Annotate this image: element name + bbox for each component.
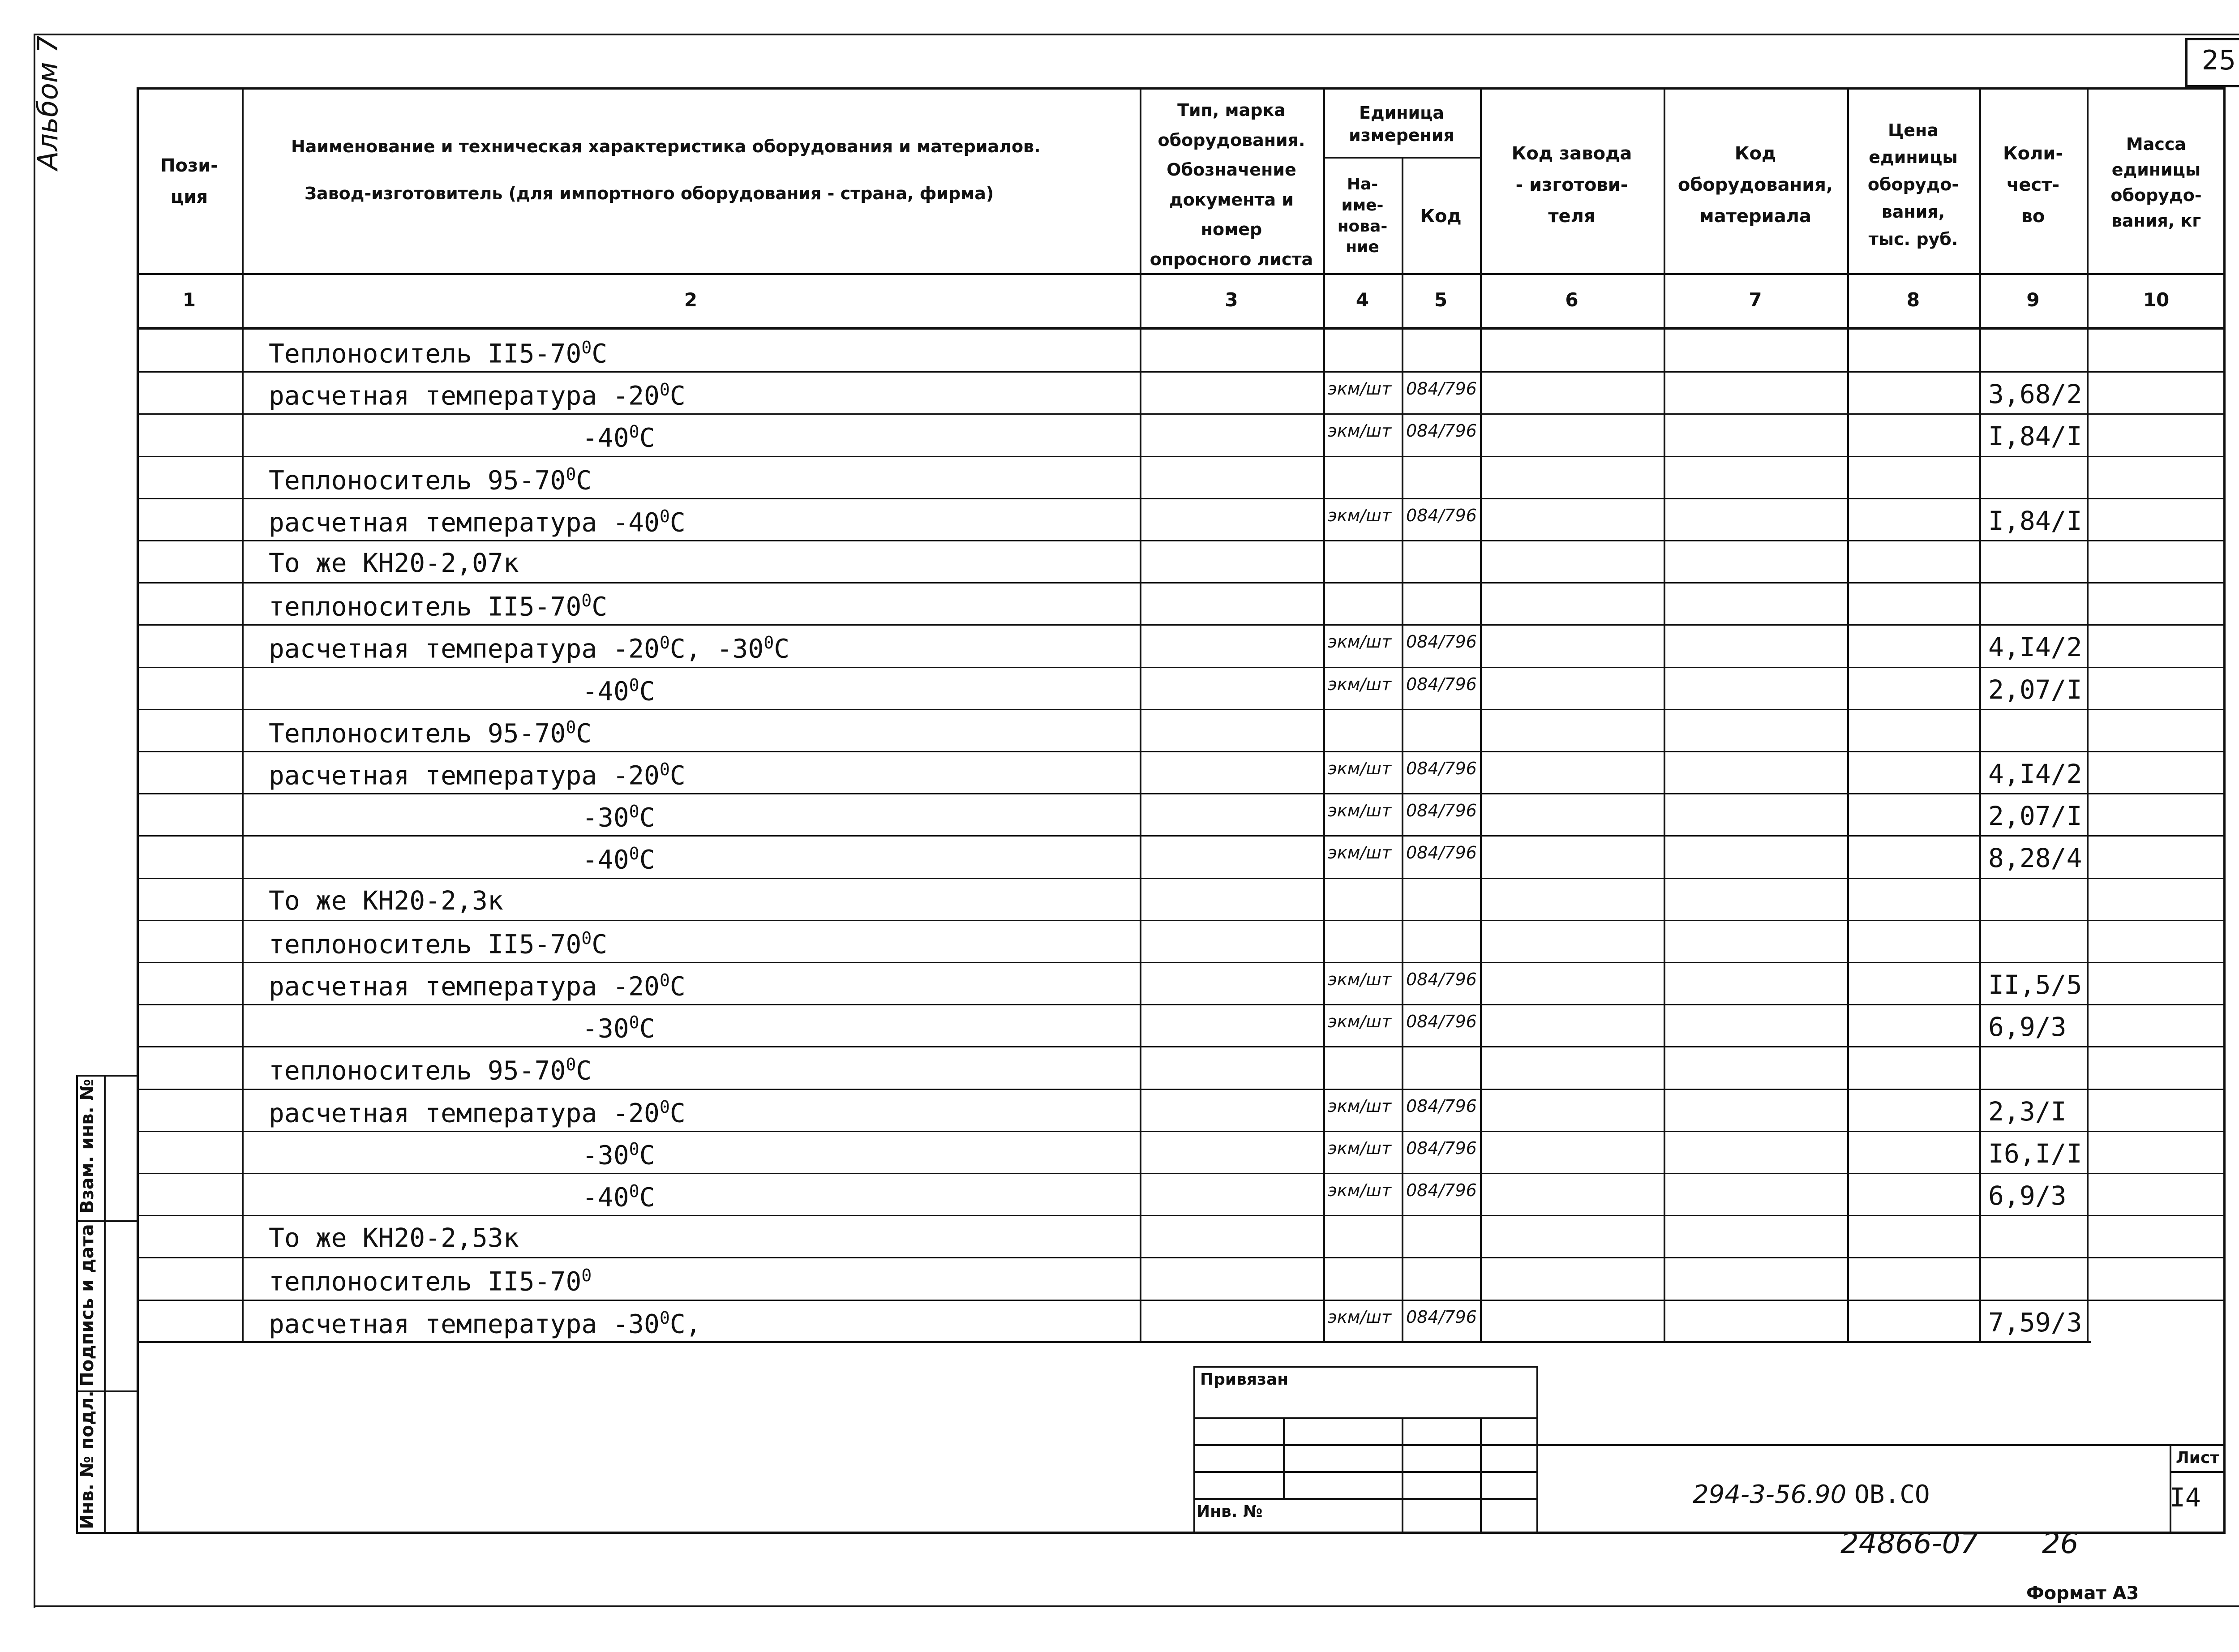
units-subheader-line	[1323, 157, 1480, 159]
row-line	[137, 498, 2226, 499]
column-line	[1323, 87, 1325, 1341]
unit-name: экм/шт	[1328, 505, 1392, 525]
row-description: расчетная температура $-20^0C$	[269, 970, 686, 1002]
unit-name: экм/шт	[1328, 632, 1392, 652]
tb-v2	[1402, 1417, 1403, 1534]
column-number: 2	[684, 289, 698, 311]
column-line	[2087, 87, 2089, 1341]
row-description: $-30^0C$	[582, 1013, 655, 1044]
row-line	[137, 667, 2226, 668]
header-col9: Коли-чест-во	[2003, 143, 2063, 227]
row-line	[137, 709, 2226, 710]
header-col8: Цена единицы оборудо-вания, тыс. руб.	[1867, 120, 1959, 249]
quantity: II,5/5	[1988, 970, 2082, 1000]
header-col2	[242, 90, 1137, 273]
tb-line1	[1193, 1417, 1538, 1419]
tb-doc-code-print: ОВ.СО	[1854, 1480, 1930, 1509]
unit-code: 084/796	[1406, 1012, 1477, 1032]
row-line	[137, 1257, 2226, 1258]
header-col5: Код	[1420, 206, 1462, 227]
column-number: 6	[1565, 289, 1578, 311]
row-description: теплоноситель $95-70^0C$	[269, 1055, 592, 1086]
column-number: 9	[2026, 289, 2040, 311]
unit-name: экм/шт	[1328, 1180, 1392, 1200]
row-description: расчетная температура $-20^0C$	[269, 1097, 686, 1128]
header-col7: Код оборудования, материала	[1677, 143, 1833, 227]
unit-code: 084/796	[1406, 801, 1477, 821]
row-description: Теплоноситель $II5-70^0C$	[269, 338, 608, 369]
column-number: 7	[1749, 289, 1762, 311]
album-label: Альбом 7	[31, 35, 64, 170]
column-number: 1	[182, 289, 196, 311]
unit-code: 084/796	[1406, 379, 1477, 399]
row-description: То же КН20-2,07к	[269, 548, 519, 578]
column-number: 4	[1355, 289, 1369, 311]
header-col10: Масса единицы оборудо-вания, кг	[2110, 134, 2202, 231]
row-description: То же КН20-2,53к	[269, 1223, 519, 1253]
row-line	[137, 1004, 2226, 1005]
tb-sheet-div	[2170, 1471, 2226, 1473]
row-description: То же КН20-2,3к	[269, 885, 503, 916]
header-col4: На-име-нова-ние	[1337, 175, 1388, 257]
unit-name: экм/шт	[1328, 843, 1392, 863]
unit-code: 084/796	[1406, 1180, 1477, 1200]
header-col3: Тип, марка оборудования. Обозначение документа и номер опросного листа	[1150, 100, 1313, 269]
unit-name: экм/шт	[1328, 674, 1392, 694]
header-col1: Пози- ция	[160, 155, 218, 207]
quantity: 6,9/3	[1988, 1180, 2067, 1211]
column-line	[242, 87, 244, 1341]
row-line	[137, 1173, 2226, 1174]
header-col2-line2: Завод-изготовитель (для импортного оборудования - страна, фирма)	[305, 184, 994, 203]
row-line	[137, 920, 2226, 921]
stamp-strip-top	[76, 1075, 137, 1077]
tb-sheet-label: Лист	[2175, 1449, 2220, 1467]
row-line	[137, 751, 2226, 752]
quantity: 4,I4/2	[1988, 632, 2082, 663]
row-line	[137, 540, 2226, 541]
row-description: теплоноситель $II5-70^0$	[269, 1266, 592, 1297]
header-col2-line1: Наименование и техническая характеристика оборудования и материалов.	[291, 137, 1041, 156]
column-number: 3	[1225, 289, 1238, 311]
row-line	[137, 624, 2226, 626]
row-description: $-40^0C$	[582, 844, 655, 875]
row-description: расчетная температура $-40^0C$	[269, 506, 686, 538]
row-description: $-30^0C$	[582, 1139, 655, 1171]
row-description: расчетная температура $-20^0C$	[269, 380, 686, 411]
quantity: I,84/I	[1988, 505, 2082, 536]
stamp-strip-bottom	[76, 1532, 137, 1534]
unit-name: экм/шт	[1328, 421, 1392, 441]
quantity: 6,9/3	[1988, 1012, 2067, 1043]
row-line	[137, 1089, 2226, 1090]
unit-name: экм/шт	[1328, 1096, 1392, 1116]
row-description: $-40^0C$	[582, 675, 655, 706]
column-line	[1140, 87, 1141, 1341]
unit-code: 084/796	[1406, 632, 1477, 652]
column-line	[1979, 87, 1981, 1341]
column-number: 5	[1434, 289, 1448, 311]
row-line	[137, 456, 2226, 457]
header-col6: Код завода - изготови-теля	[1511, 143, 1632, 227]
tb-inv-no: Инв. №	[1197, 1502, 1263, 1521]
stamp-podpis-data: Подпись и дата	[77, 1224, 98, 1387]
unit-code: 084/796	[1406, 421, 1477, 441]
row-line	[137, 413, 2226, 415]
row-line	[137, 371, 2226, 373]
tb-privyazan: Привязан	[1200, 1370, 1289, 1389]
unit-name: экм/шт	[1328, 1138, 1392, 1158]
tb-top	[1193, 1366, 1538, 1368]
stamp-inv-podl: Инв. № подл.	[77, 1390, 98, 1529]
header-units-group: Единица измерения	[1349, 103, 1454, 145]
tb-line3	[1193, 1471, 1538, 1473]
quantity: 2,3/I	[1988, 1096, 2067, 1127]
tb-v1	[1283, 1417, 1285, 1498]
unit-name: экм/шт	[1328, 970, 1392, 989]
row-line	[137, 1046, 2226, 1047]
unit-name: экм/шт	[1328, 1307, 1392, 1327]
row-description: теплоноситель $II5-70^0C$	[269, 928, 608, 960]
tb-line2	[1193, 1444, 1538, 1446]
tb-v3	[1480, 1417, 1482, 1534]
quantity: 8,28/4	[1988, 843, 2082, 874]
tb-right	[1536, 1366, 1538, 1534]
row-description: Теплоноситель $95-70^0C$	[269, 464, 592, 495]
column-line	[1847, 87, 1849, 1341]
unit-name: экм/шт	[1328, 801, 1392, 821]
column-line	[1664, 87, 1665, 1341]
footer-page-hand: 26	[2042, 1527, 2079, 1560]
row-line	[137, 1215, 2226, 1216]
stamp-strip-inner	[104, 1075, 106, 1534]
unit-name: экм/шт	[1328, 1012, 1392, 1032]
row-line	[137, 582, 2226, 584]
unit-code: 084/796	[1406, 1138, 1477, 1158]
table-bottom-line	[137, 1341, 2091, 1343]
column-number: 8	[1906, 289, 1920, 311]
unit-code: 084/796	[1406, 505, 1477, 525]
quantity: I,84/I	[1988, 421, 2082, 452]
outer-bottom-border	[34, 1605, 2239, 1607]
row-description: $-40^0C$	[582, 422, 655, 453]
unit-code: 084/796	[1406, 674, 1477, 694]
row-line	[137, 835, 2226, 837]
row-description: расчетная температура $-20^0C$	[269, 759, 686, 791]
row-description: $-40^0C$	[582, 1181, 655, 1213]
tb-doc-code-hand: 294-3-56.90	[1693, 1480, 1847, 1509]
tb-sheet-number: I4	[2170, 1482, 2201, 1513]
column-number: 10	[2143, 289, 2170, 311]
quantity: 2,07/I	[1988, 801, 2082, 832]
page-number: 25	[2201, 45, 2236, 76]
footer-format: Формат А3	[2026, 1583, 2139, 1604]
tb-doc-code	[1693, 1480, 1930, 1509]
outer-left-border	[34, 34, 35, 1608]
row-description: расчетная температура $-30^0C$,	[269, 1308, 701, 1339]
quantity: I6,I/I	[1988, 1138, 2082, 1169]
tb-line4	[1193, 1498, 1538, 1500]
unit-code: 084/796	[1406, 970, 1477, 989]
colnum-bottom-line	[137, 327, 2226, 330]
row-description: расчетная температура $-20^0C$, $-30^0C$	[269, 633, 790, 664]
row-line	[137, 1300, 2226, 1301]
column-line	[1480, 87, 1482, 1341]
row-description: $-30^0C$	[582, 802, 655, 833]
quantity: 3,68/2	[1988, 379, 2082, 410]
row-line	[137, 962, 2226, 963]
row-line	[137, 1131, 2226, 1132]
quantity: 4,I4/2	[1988, 759, 2082, 789]
row-line	[137, 878, 2226, 879]
row-description: теплоноситель $II5-70^0C$	[269, 591, 608, 622]
unit-name: экм/шт	[1328, 759, 1392, 778]
row-line	[137, 793, 2226, 794]
outer-top-border	[34, 34, 2239, 35]
unit-code: 084/796	[1406, 1307, 1477, 1327]
tb-left	[1193, 1366, 1195, 1534]
tb-main-top	[1536, 1444, 2226, 1446]
unit-name: экм/шт	[1328, 379, 1392, 399]
stamp-vzam-inv: Взам. инв. №	[77, 1079, 98, 1214]
row-description: Теплоноситель $95-70^0C$	[269, 717, 592, 749]
footer-handwritten: 24866-07	[1840, 1527, 1979, 1560]
unit-code: 084/796	[1406, 843, 1477, 863]
quantity: 7,59/3	[1988, 1307, 2082, 1338]
unit-code: 084/796	[1406, 1096, 1477, 1116]
unit-code: 084/796	[1406, 759, 1477, 778]
column-line	[1402, 157, 1403, 1341]
quantity: 2,07/I	[1988, 674, 2082, 705]
